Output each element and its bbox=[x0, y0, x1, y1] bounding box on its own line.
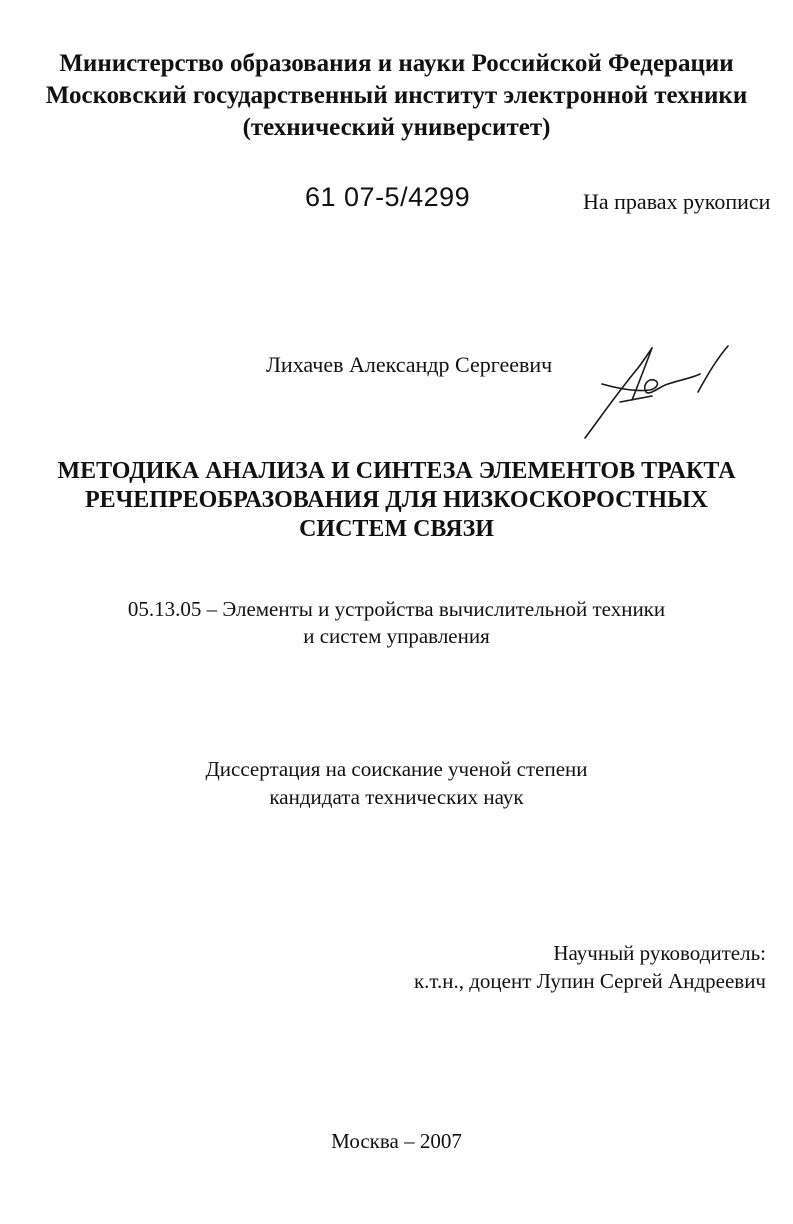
degree-line-1: Диссертация на соискание ученой степени bbox=[205, 757, 588, 781]
title-line-1: МЕТОДИКА АНАЛИЗА И СИНТЕЗА ЭЛЕМЕНТОВ ТРАКТА bbox=[57, 458, 736, 484]
specialty-line-1: 05.13.05 – Элементы и устройства вычислительной техники bbox=[127, 597, 666, 621]
institute-line: Московский государственный институт электронной техники bbox=[45, 82, 748, 109]
specialty-line-2: и систем управления bbox=[303, 624, 490, 648]
degree-line-2: кандидата технических наук bbox=[269, 785, 524, 809]
city-year: Москва – 2007 bbox=[331, 1129, 462, 1153]
signature-icon bbox=[580, 340, 730, 440]
title-line-3: СИСТЕМ СВЯЗИ bbox=[299, 516, 494, 542]
university-line: (технический университет) bbox=[242, 114, 551, 141]
title-line-2: РЕЧЕПРЕОБРАЗОВАНИЯ ДЛЯ НИЗКОСКОРОСТНЫХ bbox=[84, 487, 708, 513]
manuscript-rights-note: На правах рукописи bbox=[583, 189, 771, 214]
supervisor-label: Научный руководитель: bbox=[553, 941, 766, 965]
author-name: Лихачев Александр Сергеевич bbox=[266, 352, 553, 377]
ministry-line: Министерство образования и науки Российской Федерации bbox=[59, 50, 734, 77]
supervisor-name: к.т.н., доцент Лупин Сергей Андреевич bbox=[413, 969, 766, 993]
library-stamp-code: 61 07-5/4299 bbox=[305, 182, 471, 212]
